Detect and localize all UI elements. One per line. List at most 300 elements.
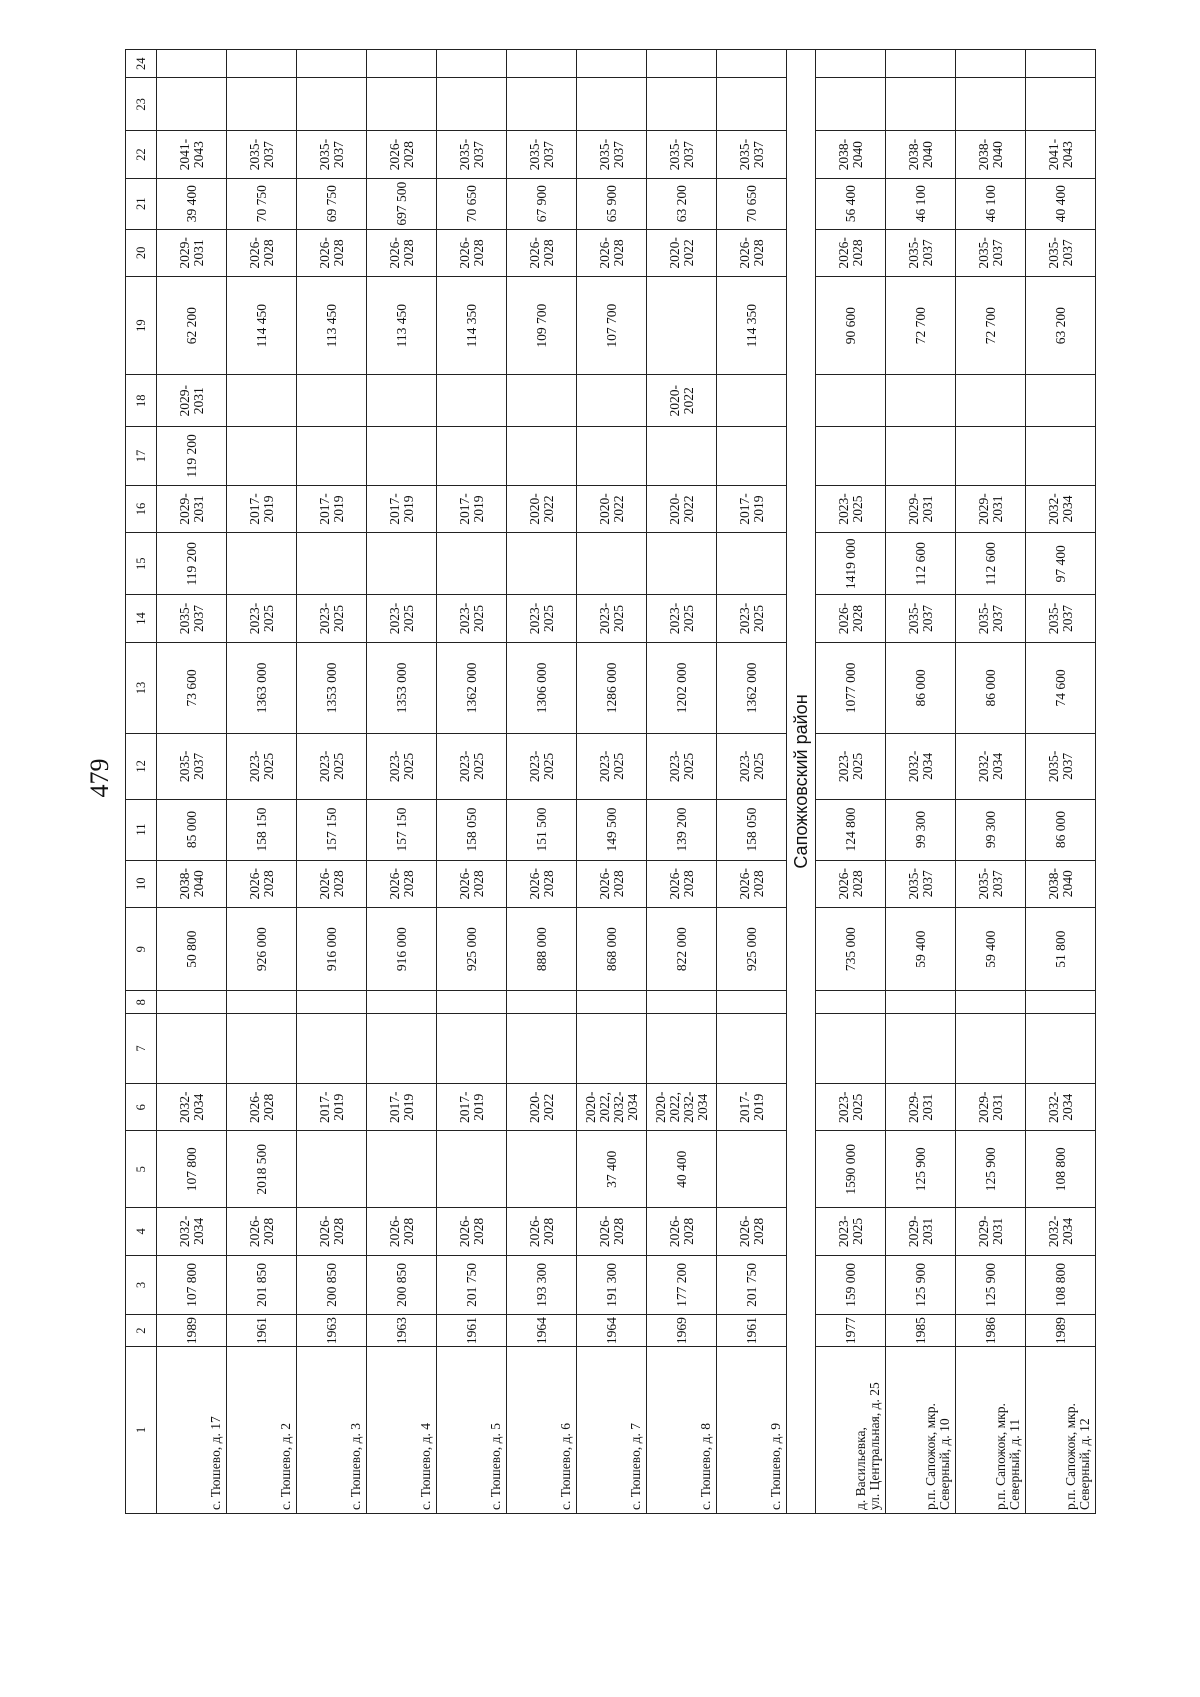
table-cell bbox=[437, 533, 507, 595]
table-cell: 2035- 2037 bbox=[886, 229, 956, 276]
table-cell: 2026- 2028 bbox=[647, 860, 717, 907]
table-cell: 1977 bbox=[816, 1315, 886, 1347]
column-number-cell: 17 bbox=[126, 427, 157, 486]
table-cell: 125 900 bbox=[956, 1131, 1026, 1208]
table-cell: 109 700 bbox=[507, 277, 577, 375]
table-cell: 86 000 bbox=[956, 642, 1026, 733]
table-cell: 2020- 2022, 2032- 2034 bbox=[647, 1083, 717, 1130]
table-cell bbox=[717, 1014, 787, 1084]
table-cell bbox=[507, 375, 577, 427]
table-cell: 193 300 bbox=[507, 1255, 577, 1315]
table-cell bbox=[816, 78, 886, 131]
table-cell: 2017- 2019 bbox=[297, 485, 367, 532]
table-cell: 2035- 2037 bbox=[227, 131, 297, 178]
table-cell: 2029- 2031 bbox=[956, 485, 1026, 532]
column-number-cell: 19 bbox=[126, 277, 157, 375]
table-cell bbox=[437, 375, 507, 427]
column-number-cell: 4 bbox=[126, 1208, 157, 1255]
table-cell: 125 900 bbox=[886, 1255, 956, 1315]
table-cell: 2041- 2043 bbox=[1026, 131, 1096, 178]
table-cell: 2038- 2040 bbox=[956, 131, 1026, 178]
table-cell: 159 000 bbox=[816, 1255, 886, 1315]
table-cell: 2026- 2028 bbox=[297, 1208, 367, 1255]
table-cell: 2020- 2022, 2032- 2034 bbox=[577, 1083, 647, 1130]
table-cell: 1961 bbox=[717, 1315, 787, 1347]
table-cell: 59 400 bbox=[956, 907, 1026, 991]
table-cell bbox=[367, 1131, 437, 1208]
table-row bbox=[157, 50, 227, 1514]
table-cell: 2023- 2025 bbox=[297, 734, 367, 799]
table-cell: 56 400 bbox=[816, 178, 886, 229]
table-cell: 108 800 bbox=[1026, 1131, 1096, 1208]
table-cell bbox=[647, 427, 717, 486]
address-cell: р.п. Сапожок, мкр. Северный, д. 12 bbox=[1026, 1346, 1096, 1513]
table-cell: 40 400 bbox=[647, 1131, 717, 1208]
table-cell: 46 100 bbox=[956, 178, 1026, 229]
table-cell: 69 750 bbox=[297, 178, 367, 229]
table-cell: 2017- 2019 bbox=[437, 1083, 507, 1130]
table-cell: 2020- 2022 bbox=[507, 1083, 577, 1130]
table-body bbox=[126, 50, 1096, 1514]
table-cell: 2017- 2019 bbox=[297, 1083, 367, 1130]
table-cell: 2029- 2031 bbox=[886, 485, 956, 532]
table-cell bbox=[647, 78, 717, 131]
table-cell: 2029- 2031 bbox=[157, 485, 227, 532]
table-cell: 72 700 bbox=[956, 277, 1026, 375]
table-cell: 113 450 bbox=[297, 277, 367, 375]
table-cell: 2023- 2025 bbox=[227, 595, 297, 642]
table-cell bbox=[886, 1014, 956, 1084]
table-cell bbox=[227, 991, 297, 1014]
schedule-table bbox=[125, 49, 1096, 1514]
table-cell: 149 500 bbox=[577, 799, 647, 860]
table-sheet bbox=[125, 49, 1092, 1514]
table-cell bbox=[717, 533, 787, 595]
address-cell: с. Тюшево, д. 3 bbox=[297, 1346, 367, 1513]
table-cell: 151 500 bbox=[507, 799, 577, 860]
table-cell: 868 000 bbox=[577, 907, 647, 991]
table-cell bbox=[297, 427, 367, 486]
table-cell: 888 000 bbox=[507, 907, 577, 991]
table-cell: 2035- 2037 bbox=[956, 595, 1026, 642]
table-cell: 2035- 2037 bbox=[886, 595, 956, 642]
table-cell bbox=[507, 991, 577, 1014]
address-cell: с. Тюшево, д. 9 bbox=[717, 1346, 787, 1513]
address-cell: с. Тюшево, д. 2 bbox=[227, 1346, 297, 1513]
table-cell: 2026- 2028 bbox=[647, 1208, 717, 1255]
table-cell: 73 600 bbox=[157, 642, 227, 733]
column-number-cell: 6 bbox=[126, 1083, 157, 1130]
column-number-cell: 15 bbox=[126, 533, 157, 595]
table-cell: 2026- 2028 bbox=[717, 860, 787, 907]
table-cell: 2026- 2028 bbox=[437, 229, 507, 276]
table-cell bbox=[886, 50, 956, 78]
page-number: 479 bbox=[85, 758, 114, 798]
column-number-cell: 8 bbox=[126, 991, 157, 1014]
table-cell bbox=[956, 50, 1026, 78]
table-cell: 139 200 bbox=[647, 799, 717, 860]
table-cell: 70 650 bbox=[717, 178, 787, 229]
table-cell bbox=[647, 533, 717, 595]
table-cell bbox=[886, 375, 956, 427]
table-row bbox=[577, 50, 647, 1514]
table-row bbox=[437, 50, 507, 1514]
table-cell: 114 350 bbox=[717, 277, 787, 375]
table-cell: 157 150 bbox=[297, 799, 367, 860]
table-cell: 157 150 bbox=[367, 799, 437, 860]
table-cell: 2023- 2025 bbox=[577, 595, 647, 642]
table-cell: 2026- 2028 bbox=[507, 860, 577, 907]
address-cell: с. Тюшево, д. 6 bbox=[507, 1346, 577, 1513]
table-row bbox=[717, 50, 787, 1514]
table-cell: 2017- 2019 bbox=[227, 485, 297, 532]
table-cell: 2038- 2040 bbox=[816, 131, 886, 178]
table-cell bbox=[367, 991, 437, 1014]
table-cell bbox=[367, 1014, 437, 1084]
table-cell bbox=[1026, 991, 1096, 1014]
table-cell: 99 300 bbox=[886, 799, 956, 860]
table-cell: 2035- 2037 bbox=[507, 131, 577, 178]
table-cell bbox=[437, 1131, 507, 1208]
table-cell bbox=[577, 533, 647, 595]
table-cell bbox=[816, 1014, 886, 1084]
table-cell: 90 600 bbox=[816, 277, 886, 375]
table-cell bbox=[437, 427, 507, 486]
table-cell: 1963 bbox=[297, 1315, 367, 1347]
table-cell: 2023- 2025 bbox=[297, 595, 367, 642]
table-cell: 1963 bbox=[367, 1315, 437, 1347]
column-number-row bbox=[126, 50, 157, 1514]
table-cell: 2026- 2028 bbox=[577, 860, 647, 907]
table-cell: 1202 000 bbox=[647, 642, 717, 733]
address-cell: с. Тюшево, д. 4 bbox=[367, 1346, 437, 1513]
table-cell: 37 400 bbox=[577, 1131, 647, 1208]
table-cell: 67 900 bbox=[507, 178, 577, 229]
table-cell: 2038- 2040 bbox=[1026, 860, 1096, 907]
table-cell bbox=[647, 277, 717, 375]
table-cell: 2026- 2028 bbox=[507, 1208, 577, 1255]
table-cell: 200 850 bbox=[367, 1255, 437, 1315]
column-number-cell: 10 bbox=[126, 860, 157, 907]
table-cell: 2020- 2022 bbox=[647, 375, 717, 427]
table-cell: 97 400 bbox=[1026, 533, 1096, 595]
table-cell: 114 450 bbox=[227, 277, 297, 375]
table-cell: 2026- 2028 bbox=[227, 860, 297, 907]
table-cell: 2032- 2034 bbox=[1026, 485, 1096, 532]
column-number-cell: 2 bbox=[126, 1315, 157, 1347]
table-cell: 40 400 bbox=[1026, 178, 1096, 229]
table-cell bbox=[157, 78, 227, 131]
table-cell bbox=[297, 1131, 367, 1208]
table-row bbox=[956, 50, 1026, 1514]
table-cell bbox=[1026, 1014, 1096, 1084]
section-title: Сапожковский район bbox=[787, 50, 816, 1514]
table-cell bbox=[367, 533, 437, 595]
table-cell: 2029- 2031 bbox=[157, 229, 227, 276]
table-row bbox=[297, 50, 367, 1514]
table-cell bbox=[1026, 375, 1096, 427]
table-cell bbox=[507, 533, 577, 595]
table-cell: 2035- 2037 bbox=[437, 131, 507, 178]
table-cell: 1353 000 bbox=[297, 642, 367, 733]
table-row bbox=[367, 50, 437, 1514]
column-number-cell: 1 bbox=[126, 1346, 157, 1513]
table-cell bbox=[956, 78, 1026, 131]
table-cell bbox=[227, 427, 297, 486]
table-cell: 200 850 bbox=[297, 1255, 367, 1315]
table-cell bbox=[367, 375, 437, 427]
table-cell bbox=[297, 1014, 367, 1084]
column-number-cell: 22 bbox=[126, 131, 157, 178]
table-cell bbox=[437, 991, 507, 1014]
table-cell: 2026- 2028 bbox=[437, 860, 507, 907]
table-cell bbox=[717, 78, 787, 131]
table-cell: 2032- 2034 bbox=[1026, 1208, 1096, 1255]
table-cell: 916 000 bbox=[297, 907, 367, 991]
column-number-cell: 11 bbox=[126, 799, 157, 860]
table-cell: 2023- 2025 bbox=[647, 595, 717, 642]
table-cell: 2026- 2028 bbox=[367, 1208, 437, 1255]
table-cell: 2026- 2028 bbox=[227, 229, 297, 276]
table-cell: 2032- 2034 bbox=[886, 734, 956, 799]
table-cell: 2035- 2037 bbox=[157, 595, 227, 642]
table-cell: 926 000 bbox=[227, 907, 297, 991]
table-cell: 2035- 2037 bbox=[297, 131, 367, 178]
address-cell: р.п. Сапожок, мкр. Северный, д. 11 bbox=[956, 1346, 1026, 1513]
table-cell bbox=[367, 78, 437, 131]
table-cell: 114 350 bbox=[437, 277, 507, 375]
table-cell: 2035- 2037 bbox=[956, 860, 1026, 907]
table-cell: 2026- 2028 bbox=[577, 229, 647, 276]
table-cell: 2017- 2019 bbox=[717, 485, 787, 532]
table-cell: 50 800 bbox=[157, 907, 227, 991]
table-cell bbox=[647, 991, 717, 1014]
column-number-cell: 14 bbox=[126, 595, 157, 642]
table-cell bbox=[227, 78, 297, 131]
table-cell: 1363 000 bbox=[227, 642, 297, 733]
table-cell: 735 000 bbox=[816, 907, 886, 991]
table-cell: 124 800 bbox=[816, 799, 886, 860]
table-row bbox=[816, 50, 886, 1514]
table-cell: 158 050 bbox=[437, 799, 507, 860]
table-cell bbox=[227, 1014, 297, 1084]
table-cell: 85 000 bbox=[157, 799, 227, 860]
section-row bbox=[787, 50, 816, 1514]
table-cell: 177 200 bbox=[647, 1255, 717, 1315]
table-cell: 2023- 2025 bbox=[816, 485, 886, 532]
table-cell: 1985 bbox=[886, 1315, 956, 1347]
column-number-cell: 13 bbox=[126, 642, 157, 733]
table-cell: 46 100 bbox=[886, 178, 956, 229]
table-cell: 2023- 2025 bbox=[437, 595, 507, 642]
table-cell: 107 800 bbox=[157, 1131, 227, 1208]
column-number-cell: 3 bbox=[126, 1255, 157, 1315]
table-cell bbox=[717, 1131, 787, 1208]
table-cell: 1989 bbox=[157, 1315, 227, 1347]
table-cell bbox=[577, 1014, 647, 1084]
table-cell: 2035- 2037 bbox=[717, 131, 787, 178]
table-cell bbox=[956, 1014, 1026, 1084]
table-cell: 2029- 2031 bbox=[157, 375, 227, 427]
table-cell: 2035- 2037 bbox=[157, 734, 227, 799]
table-cell: 2035- 2037 bbox=[577, 131, 647, 178]
table-cell: 2035- 2037 bbox=[886, 860, 956, 907]
table-cell: 2035- 2037 bbox=[1026, 734, 1096, 799]
table-cell bbox=[157, 50, 227, 78]
column-number-cell: 24 bbox=[126, 50, 157, 78]
table-cell: 2017- 2019 bbox=[367, 485, 437, 532]
table-cell: 119 200 bbox=[157, 427, 227, 486]
column-number-cell: 9 bbox=[126, 907, 157, 991]
table-cell bbox=[816, 50, 886, 78]
table-cell: 2023- 2025 bbox=[647, 734, 717, 799]
table-cell: 70 750 bbox=[227, 178, 297, 229]
table-cell: 2023- 2025 bbox=[227, 734, 297, 799]
table-cell bbox=[1026, 427, 1096, 486]
table-cell bbox=[297, 78, 367, 131]
table-cell bbox=[367, 427, 437, 486]
address-cell: р.п. Сапожок, мкр. Северный, д. 10 bbox=[886, 1346, 956, 1513]
table-cell: 158 050 bbox=[717, 799, 787, 860]
table-cell bbox=[437, 50, 507, 78]
table-cell: 107 700 bbox=[577, 277, 647, 375]
table-cell bbox=[577, 78, 647, 131]
table-cell: 2018 500 bbox=[227, 1131, 297, 1208]
table-cell: 112 600 bbox=[956, 533, 1026, 595]
table-cell: 2023- 2025 bbox=[717, 595, 787, 642]
table-row bbox=[227, 50, 297, 1514]
table-cell: 99 300 bbox=[956, 799, 1026, 860]
table-cell bbox=[886, 78, 956, 131]
table-cell: 1353 000 bbox=[367, 642, 437, 733]
table-cell: 916 000 bbox=[367, 907, 437, 991]
table-cell: 2035- 2037 bbox=[1026, 595, 1096, 642]
column-number-cell: 18 bbox=[126, 375, 157, 427]
table-cell bbox=[227, 50, 297, 78]
table-cell: 2035- 2037 bbox=[956, 229, 1026, 276]
table-cell: 51 800 bbox=[1026, 907, 1096, 991]
address-cell: с. Тюшево, д. 17 bbox=[157, 1346, 227, 1513]
table-cell: 2026- 2028 bbox=[227, 1208, 297, 1255]
table-cell bbox=[437, 1014, 507, 1084]
rotated-table-container bbox=[125, 49, 1092, 1514]
table-cell bbox=[717, 50, 787, 78]
table-cell: 2038- 2040 bbox=[157, 860, 227, 907]
table-row bbox=[507, 50, 577, 1514]
table-cell: 2017- 2019 bbox=[437, 485, 507, 532]
table-cell: 2035- 2037 bbox=[1026, 229, 1096, 276]
table-cell: 201 850 bbox=[227, 1255, 297, 1315]
table-cell: 925 000 bbox=[717, 907, 787, 991]
table-cell: 191 300 bbox=[577, 1255, 647, 1315]
table-cell: 2023- 2025 bbox=[717, 734, 787, 799]
table-cell: 2041- 2043 bbox=[157, 131, 227, 178]
table-cell: 70 650 bbox=[437, 178, 507, 229]
table-cell bbox=[956, 427, 1026, 486]
table-cell bbox=[577, 427, 647, 486]
table-cell: 125 900 bbox=[886, 1131, 956, 1208]
table-cell: 2026- 2028 bbox=[297, 229, 367, 276]
table-cell bbox=[507, 1014, 577, 1084]
table-cell: 62 200 bbox=[157, 277, 227, 375]
table-cell: 2023- 2025 bbox=[577, 734, 647, 799]
table-cell bbox=[297, 50, 367, 78]
table-row bbox=[647, 50, 717, 1514]
table-cell: 113 450 bbox=[367, 277, 437, 375]
table-cell bbox=[297, 533, 367, 595]
table-cell: 119 200 bbox=[157, 533, 227, 595]
address-cell: д. Васильевка, ул. Центральная, д. 25 bbox=[816, 1346, 886, 1513]
table-cell bbox=[157, 991, 227, 1014]
table-cell: 2017- 2019 bbox=[367, 1083, 437, 1130]
table-cell: 2032- 2034 bbox=[157, 1208, 227, 1255]
table-cell bbox=[886, 427, 956, 486]
address-cell: с. Тюшево, д. 5 bbox=[437, 1346, 507, 1513]
table-cell: 65 900 bbox=[577, 178, 647, 229]
table-cell bbox=[886, 991, 956, 1014]
table-cell bbox=[227, 375, 297, 427]
table-cell: 1362 000 bbox=[717, 642, 787, 733]
table-cell: 112 600 bbox=[886, 533, 956, 595]
table-cell: 2029- 2031 bbox=[886, 1208, 956, 1255]
table-cell bbox=[717, 427, 787, 486]
table-cell: 72 700 bbox=[886, 277, 956, 375]
table-cell bbox=[297, 375, 367, 427]
table-cell: 2023- 2025 bbox=[507, 734, 577, 799]
table-cell: 1969 bbox=[647, 1315, 717, 1347]
address-cell: с. Тюшево, д. 7 bbox=[577, 1346, 647, 1513]
table-cell bbox=[507, 1131, 577, 1208]
table-cell: 107 800 bbox=[157, 1255, 227, 1315]
table-cell bbox=[816, 991, 886, 1014]
table-cell: 2026- 2028 bbox=[367, 860, 437, 907]
table-cell: 86 000 bbox=[1026, 799, 1096, 860]
table-cell: 125 900 bbox=[956, 1255, 1026, 1315]
table-row bbox=[1026, 50, 1096, 1514]
table-cell: 822 000 bbox=[647, 907, 717, 991]
table-cell bbox=[1026, 78, 1096, 131]
table-cell bbox=[647, 50, 717, 78]
table-cell: 2026- 2028 bbox=[507, 229, 577, 276]
column-number-cell: 5 bbox=[126, 1131, 157, 1208]
table-cell: 2026- 2028 bbox=[816, 860, 886, 907]
address-cell: с. Тюшево, д. 8 bbox=[647, 1346, 717, 1513]
table-cell: 2038- 2040 bbox=[886, 131, 956, 178]
table-cell: 2026- 2028 bbox=[816, 229, 886, 276]
table-cell bbox=[577, 375, 647, 427]
table-cell: 201 750 bbox=[437, 1255, 507, 1315]
table-cell: 2032- 2034 bbox=[956, 734, 1026, 799]
table-cell: 201 750 bbox=[717, 1255, 787, 1315]
table-cell bbox=[157, 1014, 227, 1084]
table-cell bbox=[717, 375, 787, 427]
table-cell bbox=[1026, 50, 1096, 78]
table-cell bbox=[816, 375, 886, 427]
table-cell: 1961 bbox=[227, 1315, 297, 1347]
table-cell: 2029- 2031 bbox=[956, 1208, 1026, 1255]
table-cell: 2026- 2028 bbox=[227, 1083, 297, 1130]
table-cell: 2023- 2025 bbox=[816, 1083, 886, 1130]
table-cell: 158 150 bbox=[227, 799, 297, 860]
table-cell: 2026- 2028 bbox=[816, 595, 886, 642]
table-cell bbox=[437, 78, 507, 131]
column-number-cell: 23 bbox=[126, 78, 157, 131]
table-cell bbox=[507, 78, 577, 131]
table-row bbox=[886, 50, 956, 1514]
table-cell: 1362 000 bbox=[437, 642, 507, 733]
table-cell: 2020- 2022 bbox=[577, 485, 647, 532]
table-cell bbox=[227, 533, 297, 595]
